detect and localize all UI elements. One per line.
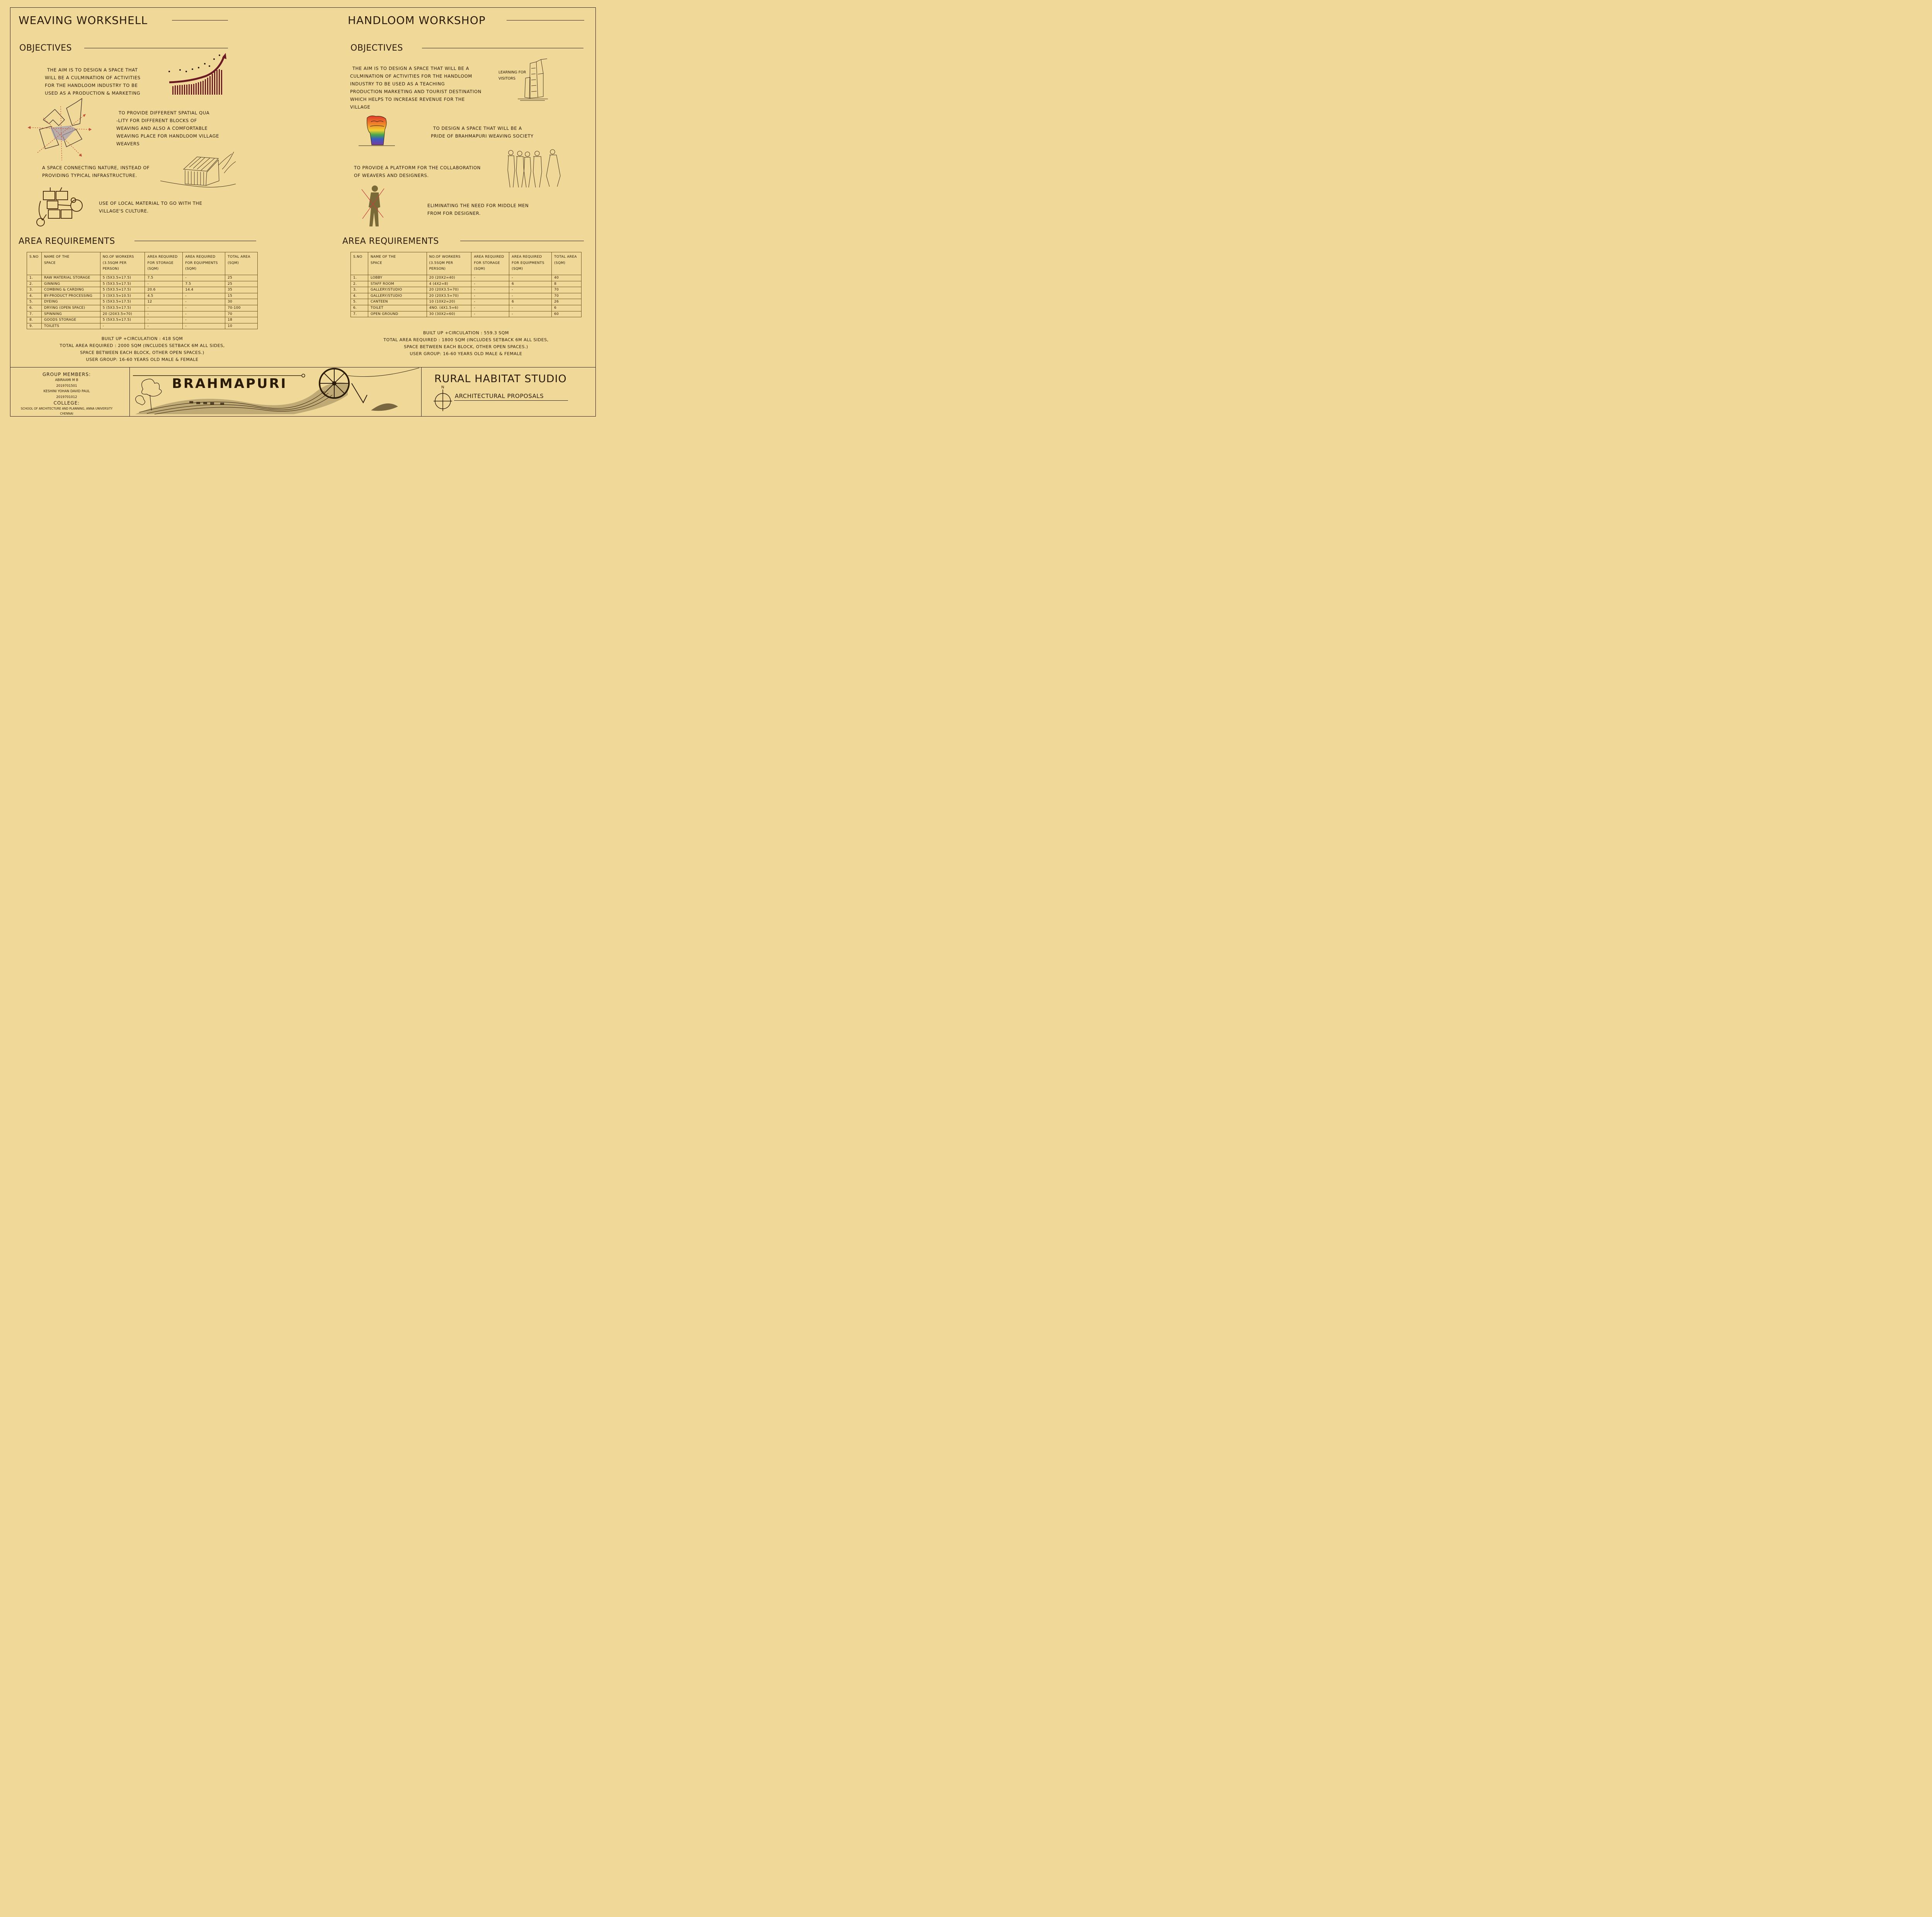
table-cell: - bbox=[183, 311, 225, 317]
table-row bbox=[27, 311, 258, 317]
table-cell: 5 (5X3.5=17.5) bbox=[100, 299, 145, 305]
table-cell: 20 (20X2=40) bbox=[427, 275, 471, 281]
table-header: TOTAL AREA (SQM) bbox=[225, 252, 258, 275]
rainbow-fist-icon bbox=[359, 114, 395, 147]
table-cell: 3. bbox=[27, 287, 42, 293]
table-cell: 4. bbox=[351, 293, 368, 299]
left-objective-2: TO PROVIDE DIFFERENT SPATIAL QUA -LITY FOR DIFFERENT BLOCKS OF WEAVING AND ALSO A COMFORTABLE WEAVING PLACE FOR HANDLOOM VILLAGE WEAVERS bbox=[116, 110, 219, 146]
table-cell: BY-PRODUCT PROCESSING bbox=[41, 293, 100, 299]
brahmapuri-logo-text: BRAHMAPURI bbox=[172, 376, 287, 391]
table-cell: - bbox=[471, 281, 509, 287]
table-header: NAME OF THE SPACE bbox=[368, 252, 427, 275]
table-cell: 5 (5X3.5=17.5) bbox=[100, 281, 145, 287]
table-cell: - bbox=[471, 299, 509, 305]
table-cell: - bbox=[471, 311, 509, 317]
table-cell: 1. bbox=[27, 275, 42, 281]
footer-split-2 bbox=[421, 367, 422, 417]
table-cell: LOBBY bbox=[368, 275, 427, 281]
table-cell: 7.5 bbox=[145, 275, 183, 281]
table-cell: - bbox=[509, 293, 552, 299]
table-cell: - bbox=[145, 317, 183, 323]
table-cell: 6 bbox=[509, 299, 552, 305]
table-row bbox=[351, 287, 582, 293]
table-cell: 15 bbox=[225, 293, 258, 299]
table-cell: 30 bbox=[225, 299, 258, 305]
bubble-diagram-icon bbox=[35, 185, 83, 230]
table-header: S.NO bbox=[351, 252, 368, 275]
table-header: NAME OF THE SPACE bbox=[41, 252, 100, 275]
table-row bbox=[351, 275, 582, 281]
learning-label: LEARNING FOR VISITORS bbox=[498, 70, 526, 81]
left-objective-4: USE OF LOCAL MATERIAL TO GO WITH THE VILLAGE'S CULTURE. bbox=[99, 201, 202, 214]
table-cell: - bbox=[183, 275, 225, 281]
footer-split-1 bbox=[129, 367, 130, 417]
table-cell: 3 (3X3.5=10.5) bbox=[100, 293, 145, 299]
studio-title: RURAL HABITAT STUDIO bbox=[434, 373, 567, 385]
table-cell: 8. bbox=[27, 317, 42, 323]
table-row bbox=[27, 323, 258, 329]
table-cell: 7.5 bbox=[183, 281, 225, 287]
table-row bbox=[27, 275, 258, 281]
table-cell: 25 bbox=[225, 281, 258, 287]
table-cell: - bbox=[509, 311, 552, 317]
table-header: NO.OF WORKERS (3.5SQM PER PERSON) bbox=[427, 252, 471, 275]
north-arrow-icon bbox=[434, 386, 453, 412]
table-cell: 5 (5X3.5=17.5) bbox=[100, 275, 145, 281]
table-cell: 20 (20X3.5=70) bbox=[100, 311, 145, 317]
table-cell: 70-100 bbox=[225, 305, 258, 311]
table-row bbox=[27, 317, 258, 323]
table-cell: 2. bbox=[351, 281, 368, 287]
table-cell: - bbox=[471, 287, 509, 293]
building-sketch-icon bbox=[518, 59, 549, 102]
right-area-heading: AREA REQUIREMENTS bbox=[342, 236, 439, 246]
group-members-block: GROUP MEMBERS: ABIRAAMI M B 2019701501 KESHINI YOHAN DAVID PAUL 2019701012 COLLEGE: SCHOOL OF ARCHITECTURE AND PLANNING, ANNA UNIVERSITY CHENNAI bbox=[20, 372, 113, 415]
left-summary: BUILT UP +CIRCULATION : 418 SQM TOTAL AREA REQUIRED : 2000 SQM (INCLUDES SETBACK 6M ALL SIDES, SPACE BETWEEN EACH BLOCK, OTHER OPEN SPACES.) USER GROUP: 16-60 YEARS OLD MALE & FEMALE bbox=[60, 336, 225, 362]
left-area-table bbox=[27, 252, 258, 329]
table-header: S.NO bbox=[27, 252, 42, 275]
left-table-body bbox=[27, 275, 258, 329]
table-cell: 35 bbox=[225, 287, 258, 293]
table-cell: OPEN GROUND bbox=[368, 311, 427, 317]
left-objective-3: A SPACE CONNECTING NATURE, INSTEAD OF PROVIDING TYPICAL INFRASTRUCTURE. bbox=[42, 165, 150, 178]
table-header: AREA REQUIRED FOR STORAGE (SQM) bbox=[471, 252, 509, 275]
table-cell: 6. bbox=[351, 305, 368, 311]
right-objectives-heading: OBJECTIVES bbox=[350, 43, 403, 53]
table-row bbox=[27, 287, 258, 293]
table-cell: 4.5 bbox=[145, 293, 183, 299]
spatial-blocks-diagram-icon bbox=[28, 99, 94, 162]
left-title: WEAVING WORKSHELL bbox=[19, 14, 148, 27]
table-cell: - bbox=[509, 287, 552, 293]
table-cell: - bbox=[145, 281, 183, 287]
table-cell: COMBING & CARDING bbox=[41, 287, 100, 293]
table-cell: TOILET bbox=[368, 305, 427, 311]
table-cell: - bbox=[509, 275, 552, 281]
table-cell: 6 bbox=[552, 305, 582, 311]
table-cell: RAW MATERIAL STORAGE bbox=[41, 275, 100, 281]
table-cell: - bbox=[509, 305, 552, 311]
table-cell: 5. bbox=[27, 299, 42, 305]
right-objective-2: TO DESIGN A SPACE THAT WILL BE A PRIDE OF BRAHMAPURI WEAVING SOCIETY bbox=[431, 126, 534, 139]
table-header: TOTAL AREA (SQM) bbox=[552, 252, 582, 275]
table-cell: - bbox=[471, 305, 509, 311]
table-cell: 30 (30X2=60) bbox=[427, 311, 471, 317]
table-cell: DRYING (OPEN SPACE) bbox=[41, 305, 100, 311]
table-cell: - bbox=[183, 317, 225, 323]
table-header-row bbox=[27, 252, 258, 275]
table-cell: 70 bbox=[552, 293, 582, 299]
table-cell: 6 bbox=[509, 281, 552, 287]
table-cell: 20 (20X3.5=70) bbox=[427, 287, 471, 293]
table-cell: 4 (4X2=8) bbox=[427, 281, 471, 287]
table-cell: - bbox=[100, 323, 145, 329]
table-header-row bbox=[351, 252, 582, 275]
hut-sketch-icon bbox=[160, 150, 238, 191]
right-table-body bbox=[351, 275, 582, 317]
table-cell: 8 bbox=[552, 281, 582, 287]
table-cell: 40 bbox=[552, 275, 582, 281]
table-row bbox=[351, 305, 582, 311]
right-area-table bbox=[350, 252, 582, 317]
left-objectives-heading: OBJECTIVES bbox=[19, 43, 72, 53]
table-row bbox=[351, 299, 582, 305]
table-cell: - bbox=[183, 305, 225, 311]
table-cell: - bbox=[183, 293, 225, 299]
proposals-label: ARCHITECTURAL PROPOSALS bbox=[455, 393, 544, 400]
table-cell: 18 bbox=[225, 317, 258, 323]
table-row bbox=[27, 299, 258, 305]
table-cell: 4. bbox=[27, 293, 42, 299]
right-objective-1: THE AIM IS TO DESIGN A SPACE THAT WILL BE A CULMINATION OF ACTIVITIES FOR THE HANDLOOM INDUSTRY TO BE USED AS A TEACHING PRODUCTION MARKETING AND TOURIST DESTINATION WHICH HELPS TO INCREASE REVENUE FOR THE VILLAGE bbox=[350, 66, 481, 110]
table-cell: - bbox=[471, 275, 509, 281]
table-cell: 20.6 bbox=[145, 287, 183, 293]
table-cell: - bbox=[145, 305, 183, 311]
table-cell: 5 (5X3.5=17.5) bbox=[100, 305, 145, 311]
north-label: N bbox=[441, 385, 444, 390]
people-sketch-icon bbox=[506, 149, 564, 189]
table-cell: GALLERY/STUDIO bbox=[368, 287, 427, 293]
table-cell: SPINNING bbox=[41, 311, 100, 317]
table-cell: - bbox=[183, 299, 225, 305]
table-cell: 12 bbox=[145, 299, 183, 305]
table-cell: - bbox=[183, 323, 225, 329]
table-cell: TOILETS bbox=[41, 323, 100, 329]
table-header: AREA REQUIRED FOR STORAGE (SQM) bbox=[145, 252, 183, 275]
table-row bbox=[27, 305, 258, 311]
table-cell: 7. bbox=[27, 311, 42, 317]
table-cell: 20 (20X3.5=70) bbox=[427, 293, 471, 299]
left-objective-1: THE AIM IS TO DESIGN A SPACE THAT WILL BE A CULMINATION OF ACTIVITIES FOR THE HANDLOOM INDUSTRY TO BE USED AS A PRODUCTION & MARKETING bbox=[45, 67, 141, 96]
table-cell: 60 bbox=[552, 311, 582, 317]
table-row bbox=[351, 311, 582, 317]
brahmapuri-logo-art bbox=[131, 368, 420, 416]
table-cell: 6. bbox=[27, 305, 42, 311]
table-cell: 10 (10X2=20) bbox=[427, 299, 471, 305]
table-cell: 5 (5X3.5=17.5) bbox=[100, 287, 145, 293]
table-cell: DYEING bbox=[41, 299, 100, 305]
table-cell: 7. bbox=[351, 311, 368, 317]
table-cell: 5 (5X3.5=17.5) bbox=[100, 317, 145, 323]
right-summary: BUILT UP +CIRCULATION : 559.3 SQM TOTAL AREA REQUIRED : 1800 SQM (INCLUDES SETBACK 6M ALL SIDES, SPACE BETWEEN EACH BLOCK, OTHER OPEN SPACES.) USER GROUP: 16-60 YEARS OLD MALE & FEMALE bbox=[383, 330, 549, 356]
proposals-underline bbox=[454, 400, 568, 401]
table-cell: 5. bbox=[351, 299, 368, 305]
table-cell: 3. bbox=[351, 287, 368, 293]
growth-chart-icon bbox=[167, 52, 229, 97]
table-row bbox=[351, 281, 582, 287]
table-cell: 9. bbox=[27, 323, 42, 329]
table-cell: CANTEEN bbox=[368, 299, 427, 305]
table-cell: - bbox=[145, 311, 183, 317]
table-row bbox=[351, 293, 582, 299]
table-cell: 10 bbox=[225, 323, 258, 329]
table-cell: 4NO. (4X1.5=6) bbox=[427, 305, 471, 311]
table-cell: GOODS STORAGE bbox=[41, 317, 100, 323]
table-cell: 2. bbox=[27, 281, 42, 287]
table-cell: GINNING bbox=[41, 281, 100, 287]
table-cell: GALLERY/STUDIO bbox=[368, 293, 427, 299]
crossed-man-icon bbox=[360, 185, 387, 228]
left-area-heading: AREA REQUIREMENTS bbox=[19, 236, 115, 246]
table-row bbox=[27, 281, 258, 287]
table-header: NO.OF WORKERS (3.5SQM PER PERSON) bbox=[100, 252, 145, 275]
right-objective-3: TO PROVIDE A PLATFORM FOR THE COLLABORATION OF WEAVERS AND DESIGNERS. bbox=[354, 165, 481, 178]
table-cell: 1. bbox=[351, 275, 368, 281]
table-header: AREA REQUIRED FOR EQUIPMENTS (SQM) bbox=[509, 252, 552, 275]
table-cell: - bbox=[145, 323, 183, 329]
right-title: HANDLOOM WORKSHOP bbox=[348, 14, 486, 27]
table-header: AREA REQUIRED FOR EQUIPMENTS (SQM) bbox=[183, 252, 225, 275]
table-cell: - bbox=[471, 293, 509, 299]
table-cell: 14.4 bbox=[183, 287, 225, 293]
right-objective-4: ELIMINATING THE NEED FOR MIDDLE MEN FROM FOR DESIGNER. bbox=[427, 203, 529, 216]
table-cell: 70 bbox=[552, 287, 582, 293]
table-cell: 25 bbox=[225, 275, 258, 281]
table-row bbox=[27, 293, 258, 299]
table-cell: 26 bbox=[552, 299, 582, 305]
table-cell: STAFF ROOM bbox=[368, 281, 427, 287]
table-cell: 70 bbox=[225, 311, 258, 317]
